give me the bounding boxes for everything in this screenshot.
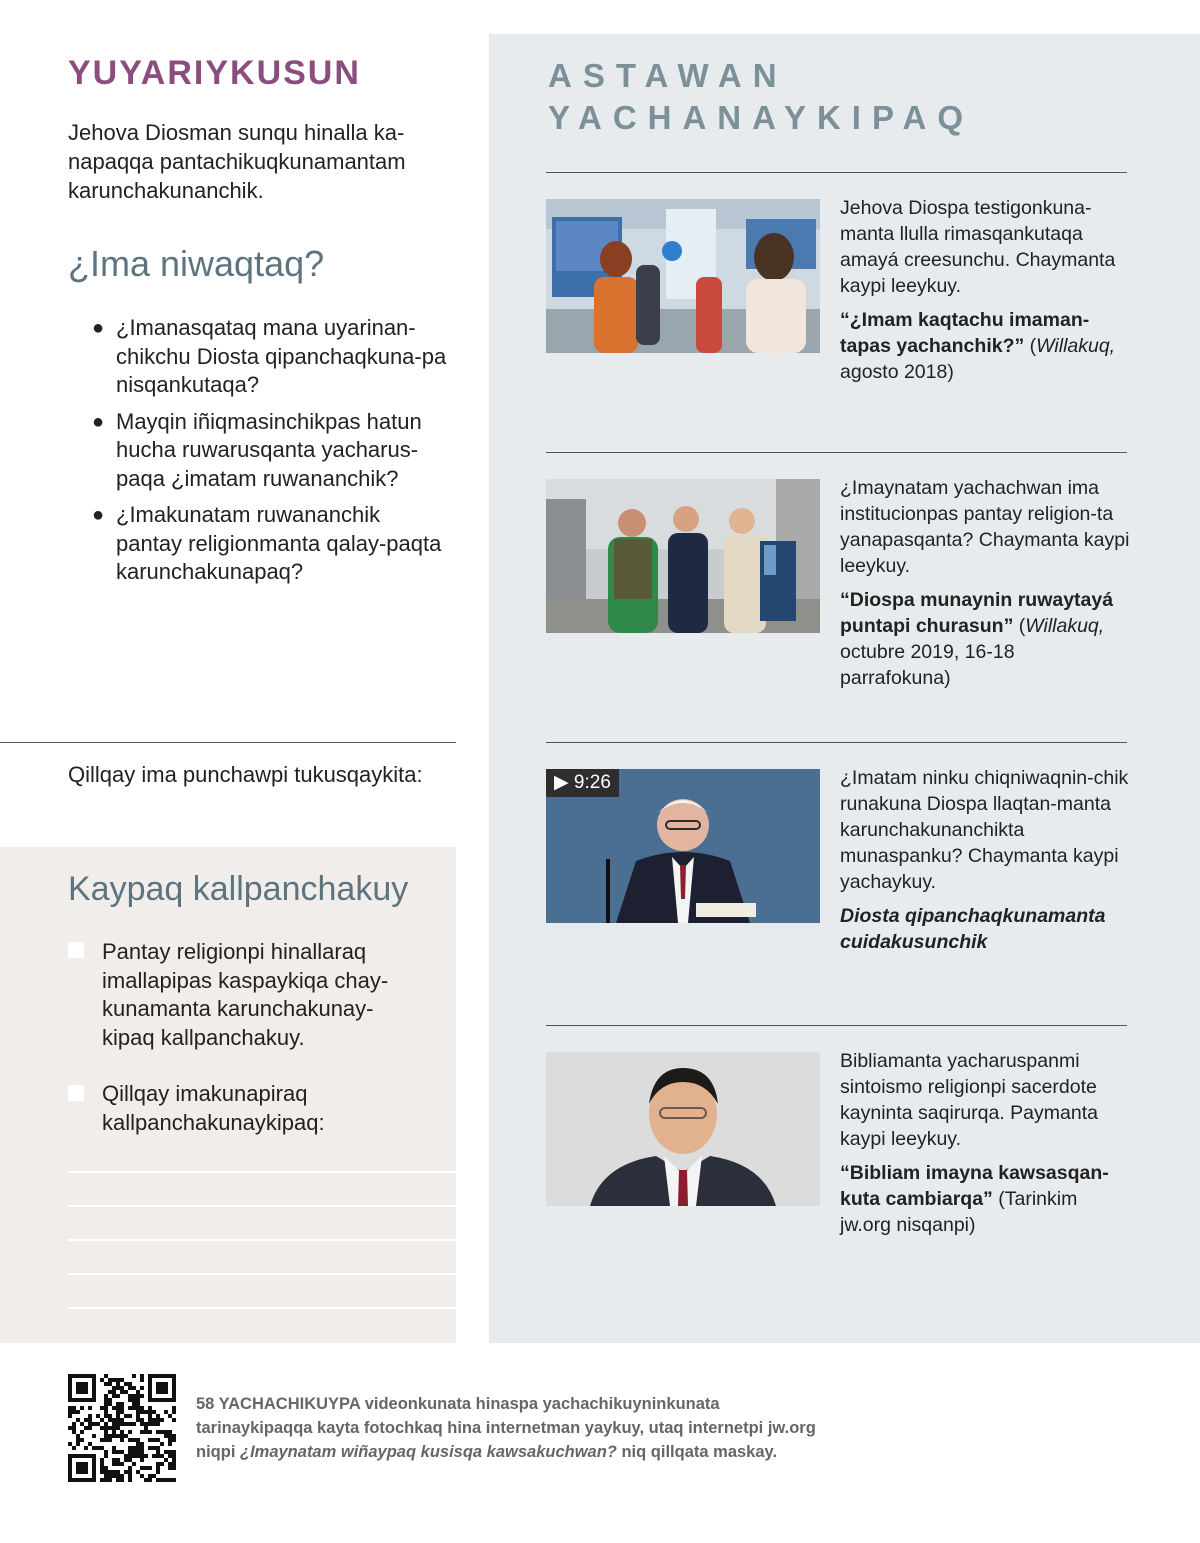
bullet-icon: ●	[92, 504, 105, 526]
writing-line[interactable]	[68, 1273, 456, 1275]
writing-line[interactable]	[68, 1171, 456, 1173]
video-summary: ¿Imatam ninku chiqniwaqnin-chik runakuna Diospa llaqtan-manta karunchakunanchikta munaspanku? Chaymanta kaypi yachaykuy. Diosta qipanchaqkunamanta cuidakusunchik	[840, 767, 1129, 953]
question-item: ● ¿Imanasqataq mana uyarinan-chikchu Diosta qipanchaqkuna-pa nisqankutaqa?	[92, 315, 447, 397]
divider	[546, 1025, 1127, 1026]
checkbox[interactable]	[68, 942, 84, 958]
writing-line[interactable]	[68, 1205, 456, 1207]
writing-line[interactable]	[68, 1239, 456, 1241]
date-note-label: Qillqay ima punchawpi tukusqaykita:	[68, 762, 423, 787]
article-reference[interactable]: “¿Imam kaqtachu imaman-tapas yachanchik?” (Willakuq, agosto 2018)	[840, 309, 1116, 383]
play-icon[interactable]: ▶	[554, 772, 569, 793]
questions-heading: ¿Ima niwaqtaq?	[68, 243, 325, 284]
article-thumbnail-portrait[interactable]	[546, 1052, 820, 1206]
article-thumbnail-media-store[interactable]	[546, 199, 820, 353]
video-duration-badge[interactable]: ▶ 9:26	[546, 769, 619, 797]
divider	[546, 742, 1127, 743]
divider	[546, 172, 1127, 173]
strengthen-title: Kaypaq kallpanchakuy	[68, 870, 409, 908]
review-text: Jehova Diosman sunqu hinalla ka-napaqqa pantachikuqkunamantam karunchakunanchik.	[68, 120, 406, 203]
checkbox[interactable]	[68, 1085, 84, 1101]
writing-line[interactable]	[68, 1307, 456, 1309]
strengthen-item: Pantay religionpi hinallaraq imallapipas kaspaykiqa chay-kunamanta karunchakunay-kipaq kallpanchakuy.	[102, 939, 389, 1050]
question-item: ● ¿Imakunatam ruwananchik pantay religionmanta qalay-paqta karunchakunapaq?	[92, 502, 442, 584]
video-title[interactable]: Diosta qipanchaqkunamanta cuidakusunchik	[840, 905, 1106, 953]
bullet-icon: ●	[92, 410, 105, 433]
strengthen-item: Qillqay imakunapiraq kallpanchakunaykipaq:	[102, 1081, 325, 1135]
question-item: ● Mayqin iñiqmasinchikpas hatun hucha ruwarusqanta yacharus-paqa ¿imatam ruwananchik?	[92, 408, 422, 491]
review-title: YUYARIYKUSUN	[68, 54, 361, 92]
article-reference[interactable]: “Bibliam imayna kawsasqan-kuta cambiarqa” (Tarinkim jw.org nisqanpi)	[840, 1162, 1109, 1236]
bullet-icon: ●	[92, 317, 105, 339]
footer-note: 58 YACHACHIKUYPA videonkunata hinaspa yachachikuyninkunata tarinaykipaqqa kayta fotochkaq hina internetman yaykuy, utaq internetpi jw.org niqpi ¿Imaynatam wiñaypaq kusisqa kawsakuchwan? niq qillqata maskay.	[196, 1395, 816, 1461]
article-summary: Jehova Diospa testigonkuna-manta llulla rimasqankutaqa amayá creesunchu. Chaymanta kaypi leeykuy. “¿Imam kaqtachu imaman-tapas yachanchik?” (Willakuq, agosto 2018)	[840, 195, 1130, 385]
further-study-title: ASTAWAN YACHANAYKIPAQ	[548, 57, 975, 136]
divider	[0, 742, 456, 743]
divider	[546, 452, 1127, 453]
article-summary: Bibliamanta yacharuspanmi sintoismo religionpi sacerdote kayninta saqirurqa. Paymanta kaypi leeykuy. “Bibliam imayna kawsasqan-kuta cambiarqa” (Tarinkim jw.org nisqanpi)	[840, 1048, 1130, 1238]
article-thumbnail-public-witnessing[interactable]	[546, 479, 820, 633]
article-reference[interactable]: “Diospa munaynin ruwaytayá puntapi churasun” (Willakuq, octubre 2019, 16-18 parrafokuna)	[840, 589, 1114, 689]
article-summary: ¿Imaynatam yachachwan ima institucionpas pantay religion-ta yanapasqanta? Chaymanta kaypi leeykuy. “Diospa munaynin ruwaytayá puntapi churasun” (Willakuq, octubre 2019, 16-18 parrafokuna)	[840, 477, 1130, 689]
video-thumbnail[interactable]	[546, 769, 820, 923]
questions-list	[92, 314, 452, 595]
qr-code[interactable]	[68, 1374, 176, 1482]
